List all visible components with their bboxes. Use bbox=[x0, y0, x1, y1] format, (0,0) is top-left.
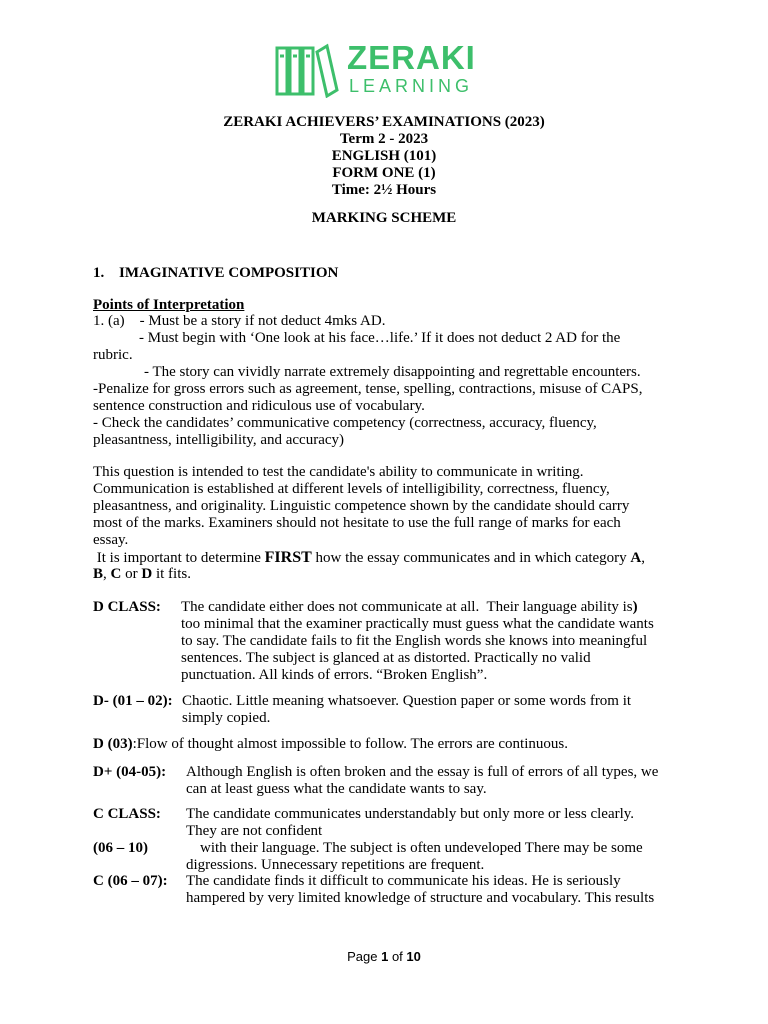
exam-subject: ENGLISH (101) bbox=[331, 148, 437, 164]
d-class-line bbox=[181, 599, 638, 616]
text-span: It is important to determine bbox=[93, 550, 265, 566]
page-word: Page bbox=[347, 949, 382, 964]
c-class-line: digressions. Unnecessary repetitions are frequent. bbox=[186, 857, 485, 873]
d-plus-line: Although English is often broken and the essay is full of errors of all types, we bbox=[186, 764, 659, 780]
section-heading: IMAGINATIVE COMPOSITION bbox=[119, 265, 339, 281]
point-line: rubric. bbox=[93, 347, 133, 363]
d-03-row bbox=[93, 736, 568, 753]
c-class-line: The candidate communicates understandably but only more or less clearly. bbox=[186, 806, 635, 822]
intro-line: most of the marks. Examiners should not hesitate to use the full range of marks for each bbox=[93, 515, 621, 531]
first-emphasis: FIRST bbox=[264, 549, 312, 566]
point-line: - Must begin with ‘One look at his face…life.’ If it does not deduct 2 AD for the bbox=[139, 330, 621, 346]
c-06-07-line: The candidate finds it difficult to communicate his ideas. He is seriously bbox=[186, 873, 621, 889]
c-class-line: with their language. The subject is often undeveloped There may be some bbox=[200, 840, 643, 856]
zeraki-logo bbox=[275, 40, 505, 100]
page-total: 10 bbox=[406, 949, 421, 964]
d-class-line: too minimal that the examiner practically must guess what the candidate wants bbox=[181, 616, 654, 632]
text-span: ) bbox=[632, 599, 638, 615]
of-word: of bbox=[388, 949, 407, 964]
points-subheading: Points of Interpretation bbox=[93, 297, 245, 313]
text-span: , bbox=[641, 550, 646, 566]
text-span: it fits. bbox=[152, 566, 191, 582]
d-minus-label: D- (01 – 02): bbox=[93, 693, 173, 709]
category-b: B bbox=[93, 566, 104, 582]
c-06-07-label: C (06 – 07): bbox=[93, 873, 168, 889]
d-plus-label: D+ (04-05): bbox=[93, 764, 167, 780]
category-a: A bbox=[630, 550, 642, 566]
section-number: 1. bbox=[93, 265, 105, 281]
c-range-label: (06 – 10) bbox=[93, 840, 148, 856]
logo-name: ZERAKI bbox=[347, 39, 476, 76]
page-number: 1 bbox=[381, 949, 389, 964]
books-icon bbox=[275, 42, 339, 98]
d-class-line: punctuation. All kinds of errors. “Broken English”. bbox=[181, 667, 488, 683]
exam-form: FORM ONE (1) bbox=[332, 165, 436, 181]
d-minus-line: Chaotic. Little meaning whatsoever. Question paper or some words from it bbox=[182, 693, 632, 709]
d-class-label: D CLASS: bbox=[93, 599, 161, 615]
d-03-label: D (03) bbox=[93, 736, 133, 752]
exam-title: ZERAKI ACHIEVERS’ EXAMINATIONS (2023) bbox=[223, 114, 545, 130]
intro-line: Communication is established at different levels of intelligibility, correctness, fluency, bbox=[93, 481, 610, 497]
point-line: pleasantness, intelligibility, and accuracy) bbox=[93, 432, 345, 448]
text-span: how the essay communicates and in which category bbox=[311, 550, 631, 566]
d-class-line: sentences. The subject is glanced at as distorted. Practically no valid bbox=[181, 650, 591, 666]
exam-time: Time: 2½ Hours bbox=[331, 182, 437, 198]
d-minus-line: simply copied. bbox=[182, 710, 271, 726]
text-span: or bbox=[121, 566, 142, 582]
intro-line: This question is intended to test the candidate's ability to communicate in writing. bbox=[93, 464, 584, 480]
category-sentence bbox=[93, 549, 645, 567]
point-line: 1. (a) - Must be a story if not deduct 4mks AD. bbox=[93, 313, 386, 329]
marking-scheme-title: MARKING SCHEME bbox=[311, 210, 457, 226]
d-plus-line: can at least guess what the candidate wants to say. bbox=[186, 781, 487, 797]
exam-term: Term 2 - 2023 bbox=[339, 131, 429, 147]
text-span: , bbox=[103, 566, 111, 582]
intro-line: pleasantness, and originality. Linguistic competence shown by the candidate should carry bbox=[93, 498, 630, 514]
text-span: The candidate either does not communicate at all. Their language ability is bbox=[181, 599, 633, 615]
intro-line: essay. bbox=[93, 532, 129, 548]
logo-tagline: LEARNING bbox=[349, 76, 474, 96]
category-d: D bbox=[141, 566, 153, 582]
point-line: - Check the candidates’ communicative competency (correctness, accuracy, fluency, bbox=[93, 415, 597, 431]
d-03-text: :Flow of thought almost impossible to follow. The errors are continuous. bbox=[132, 736, 568, 752]
point-line: sentence construction and ridiculous use of vocabulary. bbox=[93, 398, 425, 414]
category-c: C bbox=[110, 566, 122, 582]
page-footer bbox=[0, 948, 768, 965]
category-sentence-cont bbox=[93, 566, 191, 583]
point-line: - The story can vividly narrate extremely disappointing and regrettable encounters. bbox=[144, 364, 641, 380]
point-line: -Penalize for gross errors such as agreement, tense, spelling, contractions, misuse of CAPS, bbox=[93, 381, 643, 397]
d-class-line: to say. The candidate fails to fit the English words she knows into meaningful bbox=[181, 633, 648, 649]
c-06-07-line: hampered by very limited knowledge of structure and vocabulary. This results bbox=[186, 890, 655, 906]
c-class-label: C CLASS: bbox=[93, 806, 161, 822]
c-class-line: They are not confident bbox=[186, 823, 323, 839]
